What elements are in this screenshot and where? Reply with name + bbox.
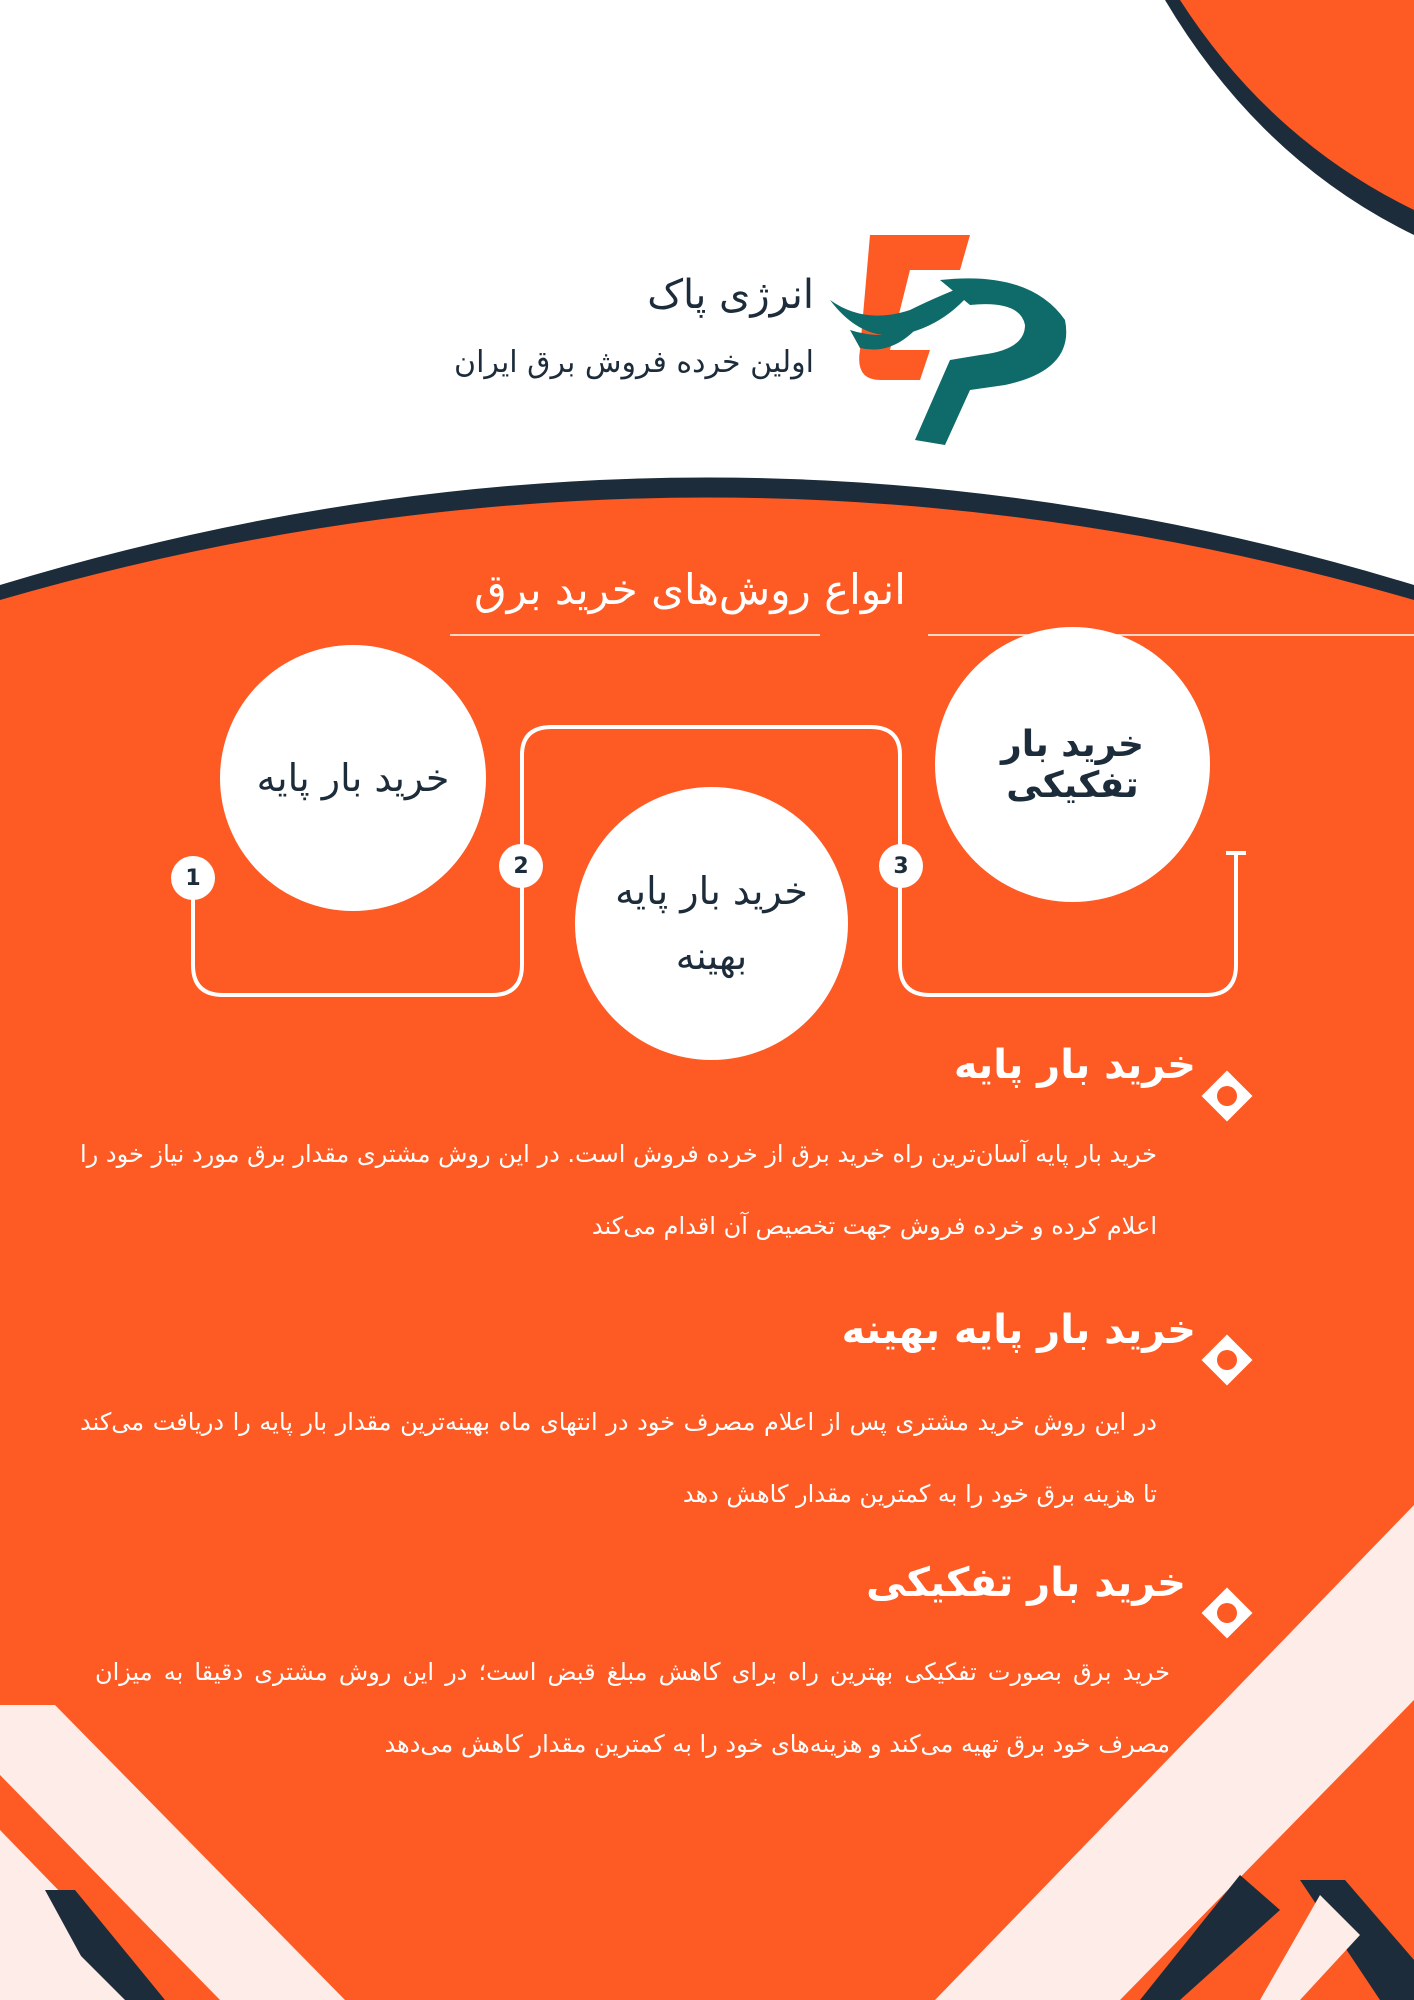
brand-name: انرژی پاک — [647, 272, 814, 318]
step-number-badge: 2 — [499, 844, 543, 888]
step-circle-separated — [935, 627, 1210, 902]
section-title: انواع روش‌های خرید برق — [474, 565, 906, 614]
step-label: خرید بار پایه بهینه — [615, 868, 808, 978]
step-number-badge: 1 — [171, 856, 215, 900]
step-label: خرید بار تفکیکی — [1001, 723, 1144, 806]
detail-title: خرید بار پایه بهینه — [841, 1307, 1196, 1353]
step-label: خرید بار پایه — [256, 756, 450, 800]
brand-logo — [820, 230, 1070, 445]
step-circle-base — [220, 645, 486, 911]
step-circle-optimized — [575, 787, 848, 1060]
detail-title: خرید بار تفکیکی — [866, 1560, 1186, 1606]
diamond-bullet-icon — [1197, 1330, 1257, 1390]
step-number-badge: 3 — [879, 844, 923, 888]
brand-tagline: اولین خرده فروش برق ایران — [454, 345, 814, 380]
detail-text: خرید بار پایه آسان‌ترین راه خرید برق از خرده فروش است. در این روش مشتری مقدار برق مورد نیاز خود را اعلام کرده و خرده فروش جهت تخصیص آن اقدام می‌کند — [80, 1140, 1157, 1240]
diamond-bullet-icon — [1197, 1583, 1257, 1643]
diamond-bullet-icon — [1197, 1066, 1257, 1126]
detail-text: خرید برق بصورت تفکیکی بهترین راه برای کاهش مبلغ قبض است؛ در این روش مشتری دقیقا به میزان مصرف خود برق تهیه می‌کند و هزینه‌های خود را به کمترین مقدار کاهش می‌دهد — [95, 1658, 1170, 1758]
detail-text: در این روش خرید مشتری پس از اعلام مصرف خود در انتهای ماه بهینه‌ترین مقدار بار پایه را دریافت می‌کند تا هزینه برق خود را به کمترین مقدار کاهش دهد — [80, 1408, 1157, 1508]
detail-title: خرید بار پایه — [953, 1042, 1196, 1088]
